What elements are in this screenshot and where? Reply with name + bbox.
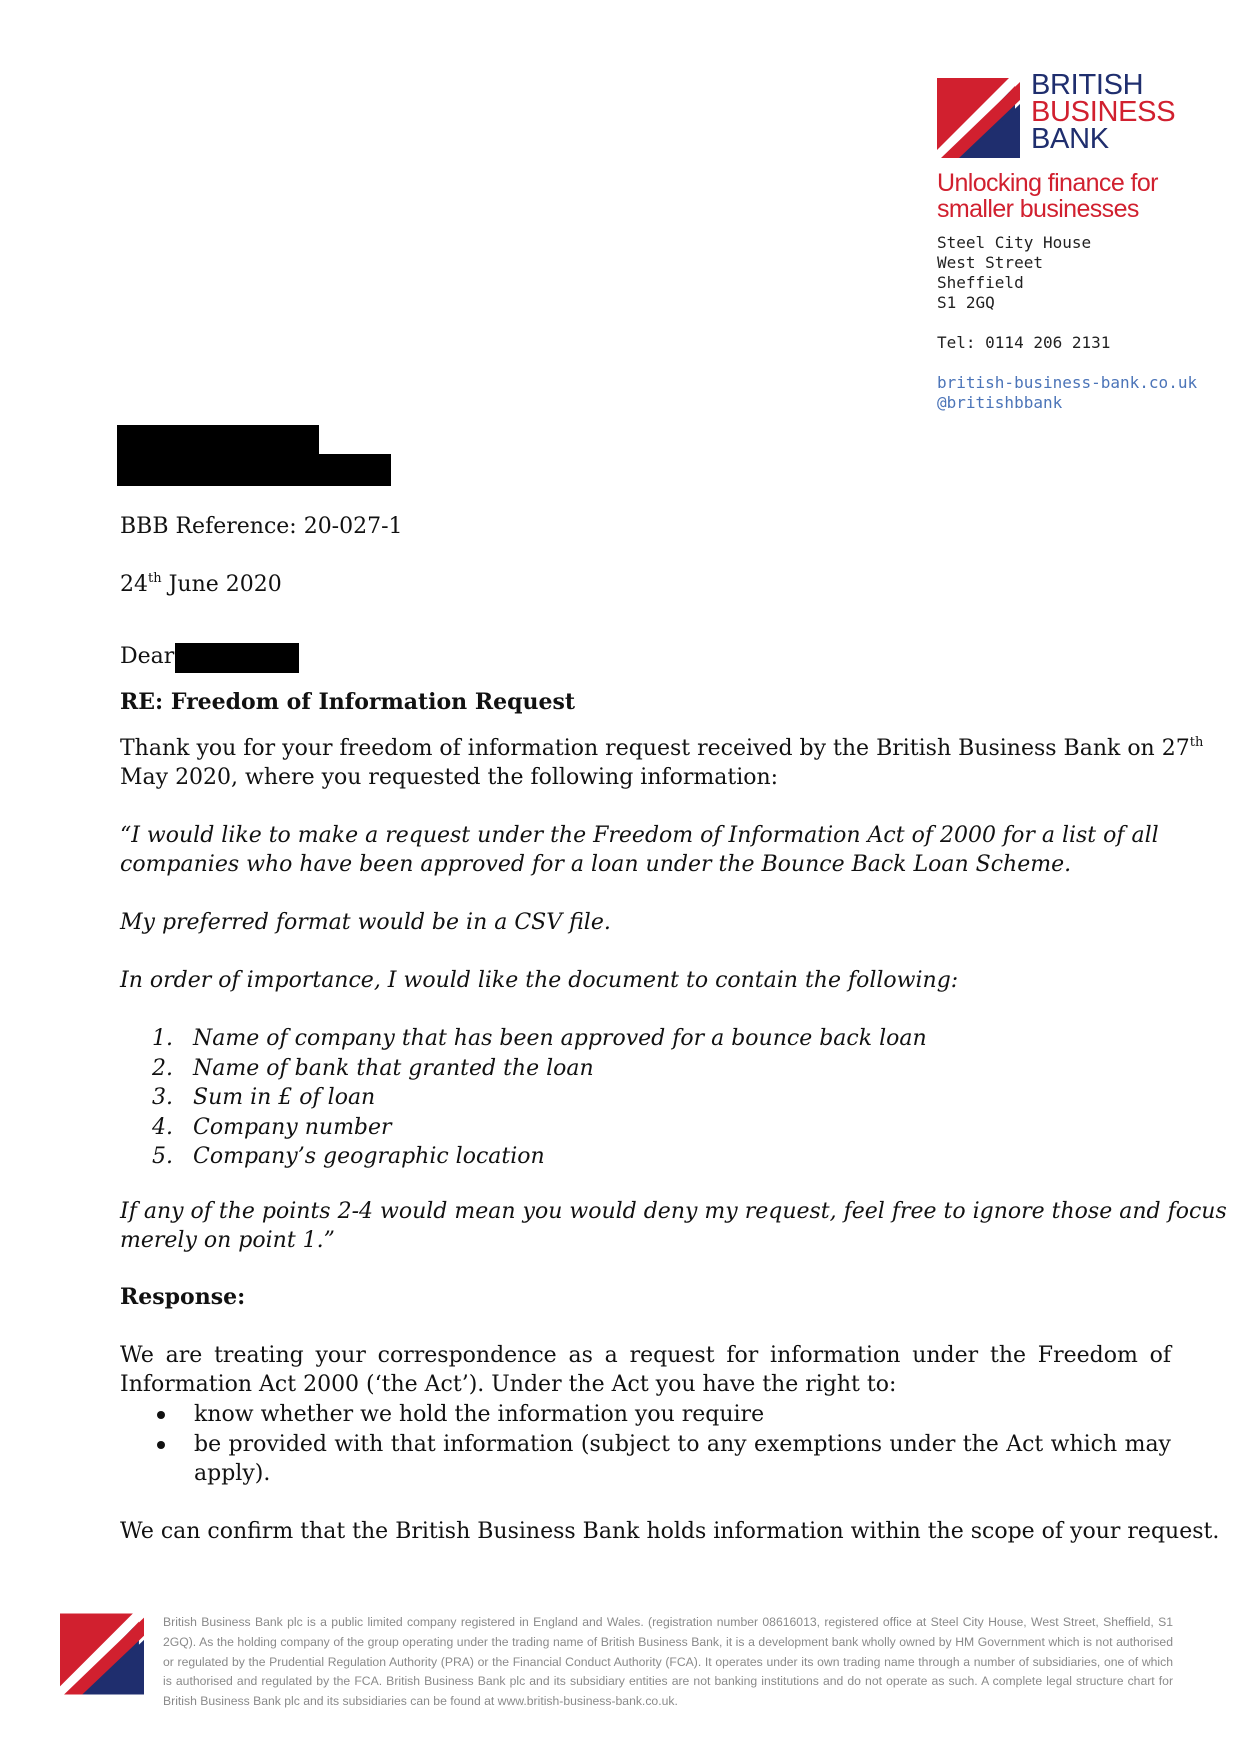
bank-wordmark xyxy=(1031,69,1176,155)
legal-footer: British Business Bank plc is a public limited company registered in England and Wales. (registration number 08616013, registered office at Steel City House, West Street, Sheffield, S1 2GQ). As the holding company of the group operating under the trading name of British Business Bank, it is a development bank wholly owned by HM Government which is not authorised or regulated by the Prudential Regulation Authority (PRA) or the Financial Conduct Authority (FCA). It operates under its own trading name through a number of subsidiaries, one of which is authorised and regulated by the FCA. British Business Bank plc and its subsidiary entities are not banking institutions and do not operate as such. A complete legal structure chart for British Business Bank plc and its subsidiaries can be found at www.british-business-bank.co.uk. xyxy=(163,1615,1173,1709)
bullet-icon xyxy=(157,1411,165,1419)
website-link[interactable]: british-business-bank.co.uk xyxy=(937,373,1198,392)
quote-line: merely on point 1.” xyxy=(120,1228,335,1253)
list-item: 1. Name of company that has been approved for a bounce back loan xyxy=(152,1026,927,1051)
intro-line-1: Thank you for your freedom of information request received by the British Business Bank on 27th xyxy=(120,735,1204,761)
list-item: 4. Company number xyxy=(152,1114,392,1140)
redacted-recipient-line-1 xyxy=(117,425,319,455)
redacted-recipient-name xyxy=(175,643,299,673)
list-item: 2. Name of bank that granted the loan xyxy=(152,1055,594,1081)
salutation: Dear xyxy=(120,644,175,669)
rights-list xyxy=(120,1400,1171,1489)
list-item: 5. Company’s geographic location xyxy=(152,1144,545,1169)
brand-line: BUSINESS xyxy=(1031,96,1176,128)
brand-line: BRITISH xyxy=(1031,69,1144,101)
address-line: S1 2GQ xyxy=(937,293,995,312)
brand-line: BANK xyxy=(1031,123,1109,155)
telephone: Tel: 0114 206 2131 xyxy=(937,333,1111,352)
quote-line: companies who have been approved for a loan under the Bounce Back Loan Scheme. xyxy=(120,852,1072,877)
letter-date: 24th June 2020 xyxy=(120,571,282,597)
response-heading: Response: xyxy=(120,1284,246,1310)
quote-line: “I would like to make a request under the Freedom of Information Act of 2000 for a list of all xyxy=(120,823,1159,848)
address-line: Steel City House xyxy=(937,233,1092,252)
twitter-handle[interactable]: @britishbbank xyxy=(937,393,1063,412)
tagline-line: smaller businesses xyxy=(937,195,1139,223)
sender-address xyxy=(937,233,1197,413)
subject-line: RE: Freedom of Information Request xyxy=(120,689,576,715)
quote-line: If any of the points 2-4 would mean you would deny my request, feel free to ignore those and focus xyxy=(120,1199,1227,1224)
requested-items-list xyxy=(152,1024,927,1172)
address-line: West Street xyxy=(937,253,1043,272)
list-item: be provided with that information (subject to any exemptions under the Act which may apply). xyxy=(120,1430,1171,1489)
bullet-icon xyxy=(157,1441,165,1449)
bank-tagline xyxy=(937,170,1158,222)
tagline-line: Unlocking finance for xyxy=(937,169,1158,197)
redacted-recipient-line-2 xyxy=(117,454,391,486)
address-line: Sheffield xyxy=(937,273,1024,292)
response-paragraph: We are treating your correspondence as a request for information under the Freedom of Information Act 2000 (‘the Act’). Under the Act you have the right to: xyxy=(120,1343,1171,1397)
list-item: know whether we hold the information you require xyxy=(120,1400,1171,1430)
bank-logo-icon xyxy=(937,78,1020,158)
confirmation-paragraph: We can confirm that the British Business Bank holds information within the scope of your request. xyxy=(120,1519,1220,1544)
quote-line: In order of importance, I would like the document to contain the following: xyxy=(120,968,959,993)
list-item: 3. Sum in £ of loan xyxy=(152,1085,376,1110)
footer-logo-icon xyxy=(60,1613,144,1695)
reference: BBB Reference: 20-027-1 xyxy=(120,514,403,539)
quote-line: My preferred format would be in a CSV file. xyxy=(120,910,611,935)
intro-line-2: May 2020, where you requested the following information: xyxy=(120,765,779,790)
